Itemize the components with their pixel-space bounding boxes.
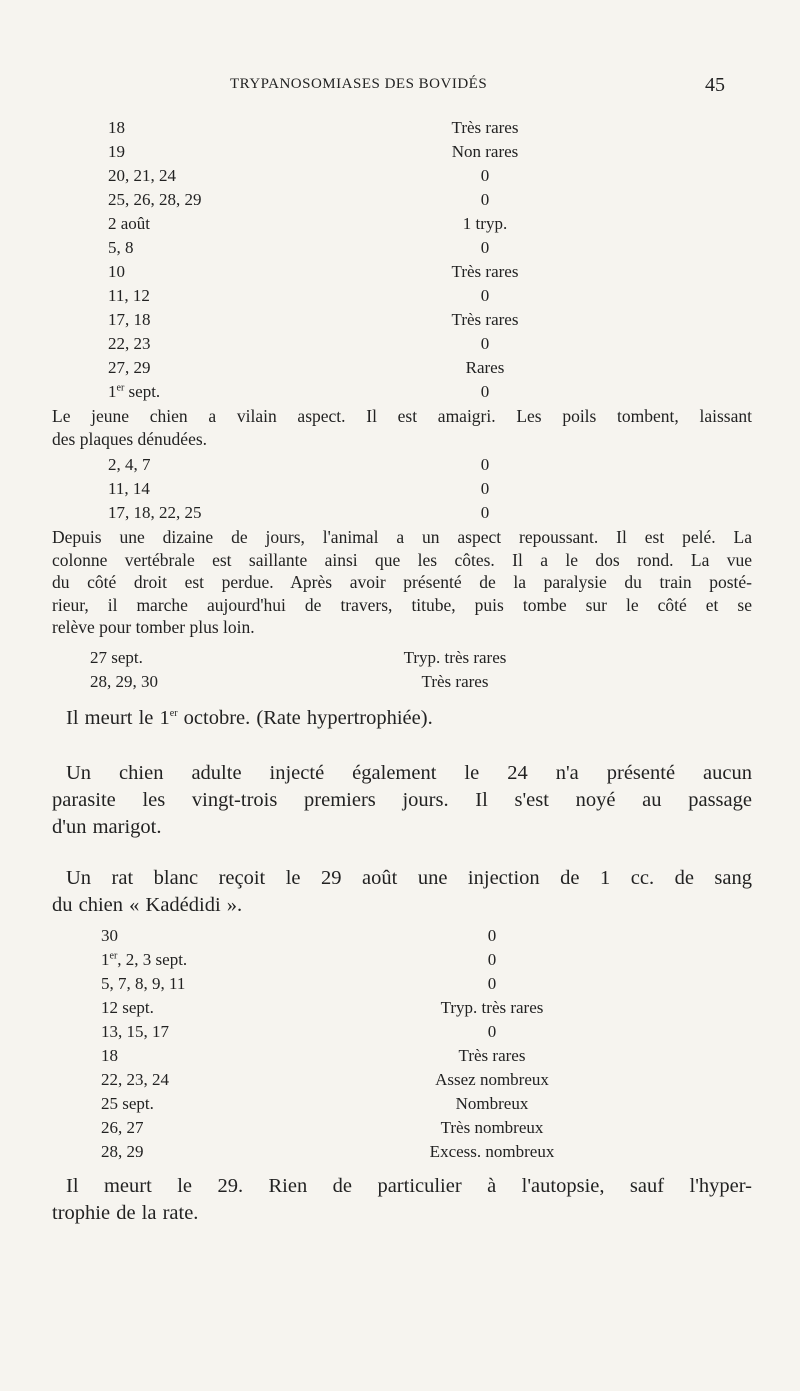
table-result: Très rares: [451, 310, 519, 329]
table-date: 20, 21, 24: [108, 166, 176, 185]
table-row: [0, 1022, 800, 1044]
table-result: Très nombreux: [440, 1118, 544, 1137]
table-result: 0: [487, 926, 497, 945]
table-result: 0: [487, 974, 497, 993]
table-date: 13, 15, 17: [101, 1022, 169, 1041]
table-row: [0, 926, 800, 948]
table-date: 22, 23: [108, 334, 151, 353]
table-result: 0: [480, 455, 490, 474]
table-row: [0, 166, 800, 188]
table-result: Très rares: [421, 672, 489, 691]
table-result: Tryp. très rares: [440, 998, 544, 1017]
table-row: [0, 672, 800, 694]
table-result: 0: [480, 190, 490, 209]
table-row: [0, 310, 800, 332]
table-result: Excess. nombreux: [429, 1142, 555, 1161]
table-date: 11, 12: [108, 286, 150, 305]
table-row: [0, 334, 800, 356]
table-row: [0, 358, 800, 380]
paragraph-4: Un rat blanc reçoit le 29 août une injection de 1 cc. de sang du chien « Kadédidi ».: [52, 867, 752, 916]
table-date: 17, 18, 22, 25: [108, 503, 202, 522]
page-header: [0, 76, 800, 100]
table-date: 5, 8: [108, 238, 134, 257]
table-result: 0: [480, 503, 490, 522]
table-row: [0, 1070, 800, 1092]
table-date: 18: [101, 1046, 118, 1065]
table-date: 11, 14: [108, 479, 150, 498]
table-date: 22, 23, 24: [101, 1070, 169, 1089]
table-date: 10: [108, 262, 125, 281]
table-result: 1 tryp.: [462, 214, 508, 233]
table-result: Très rares: [451, 118, 519, 137]
running-title: TRYPANOSOMIASES DES BOVIDÉS: [230, 76, 488, 92]
table-date: 25 sept.: [101, 1094, 154, 1113]
table-result: Très rares: [451, 262, 519, 281]
table-date: 1er sept.: [108, 382, 161, 401]
table-row: [0, 1094, 800, 1116]
table-row: [0, 455, 800, 477]
table-row: [0, 479, 800, 501]
table-date: 19: [108, 142, 125, 161]
table-date: 26, 27: [101, 1118, 144, 1137]
table-date: 27, 29: [108, 358, 151, 377]
table-row: [0, 262, 800, 284]
table-date: 2, 4, 7: [108, 455, 151, 474]
table-row: [0, 648, 800, 670]
table-date: 1er, 2, 3 sept.: [101, 950, 188, 969]
paragraph-2: Depuis une dizaine de jours, l'animal a un aspect repoussant. Il est pelé. La colonne vertébrale est saillante ainsi que les côtes. Il a le dos rond. La vue du côté droit est perdue. Après avoir présenté de la paralysie du train posté- rieur, il marche aujourd'hui de travers, titube, puis tombe sur le côté et se relève pour tomber plus loin.: [52, 527, 752, 637]
table-row: [0, 503, 800, 525]
paragraph-1: Le jeune chien a vilain aspect. Il est amaigri. Les poils tombent, laissant des plaques dénudées.: [52, 406, 752, 449]
table-row: [0, 998, 800, 1020]
table-date: 5, 7, 8, 9, 11: [101, 974, 186, 993]
table-result: Non rares: [451, 142, 519, 161]
table-date: 12 sept.: [101, 998, 154, 1017]
table-result: 0: [487, 950, 497, 969]
table-result: Nombreux: [455, 1094, 529, 1113]
death-note-1: Il meurt le 1er octobre. (Rate hypertrophiée).: [66, 707, 433, 729]
table-date: 30: [101, 926, 118, 945]
table-row: [0, 238, 800, 260]
table-row: [0, 1118, 800, 1140]
table-date: 18: [108, 118, 125, 137]
table-row: [0, 1046, 800, 1068]
table-row: [0, 190, 800, 212]
table-row: [0, 974, 800, 996]
table-result: 0: [480, 166, 490, 185]
table-date: 27 sept.: [90, 648, 143, 667]
table-date: 17, 18: [108, 310, 151, 329]
paragraph-3: Un chien adulte injecté également le 24 n'a présenté aucun parasite les vingt-trois premiers jours. Il s'est noyé au passage d'un marigot.: [52, 762, 752, 838]
table-date: 28, 29, 30: [90, 672, 158, 691]
table-result: 0: [480, 238, 490, 257]
table-result: Assez nombreux: [435, 1070, 549, 1089]
table-result: 0: [480, 334, 490, 353]
table-result: Tryp. très rares: [403, 648, 507, 667]
table-date: 25, 26, 28, 29: [108, 190, 202, 209]
table-result: 0: [480, 479, 490, 498]
table-result: 0: [480, 286, 490, 305]
table-row: [0, 286, 800, 308]
table-result: 0: [480, 382, 490, 401]
table-row: [0, 118, 800, 140]
paragraph-5: Il meurt le 29. Rien de particulier à l'autopsie, sauf l'hyper- trophie de la rate.: [52, 1175, 752, 1224]
table-row: [0, 142, 800, 164]
table-row: [0, 1142, 800, 1164]
table-row: [0, 950, 800, 972]
table-result: Rares: [465, 358, 505, 377]
table-result: Très rares: [458, 1046, 526, 1065]
table-date: 2 août: [108, 214, 151, 233]
page-number: 45: [705, 74, 725, 96]
table-result: 0: [487, 1022, 497, 1041]
table-row: [0, 214, 800, 236]
table-date: 28, 29: [101, 1142, 144, 1161]
table-row: [0, 382, 800, 404]
